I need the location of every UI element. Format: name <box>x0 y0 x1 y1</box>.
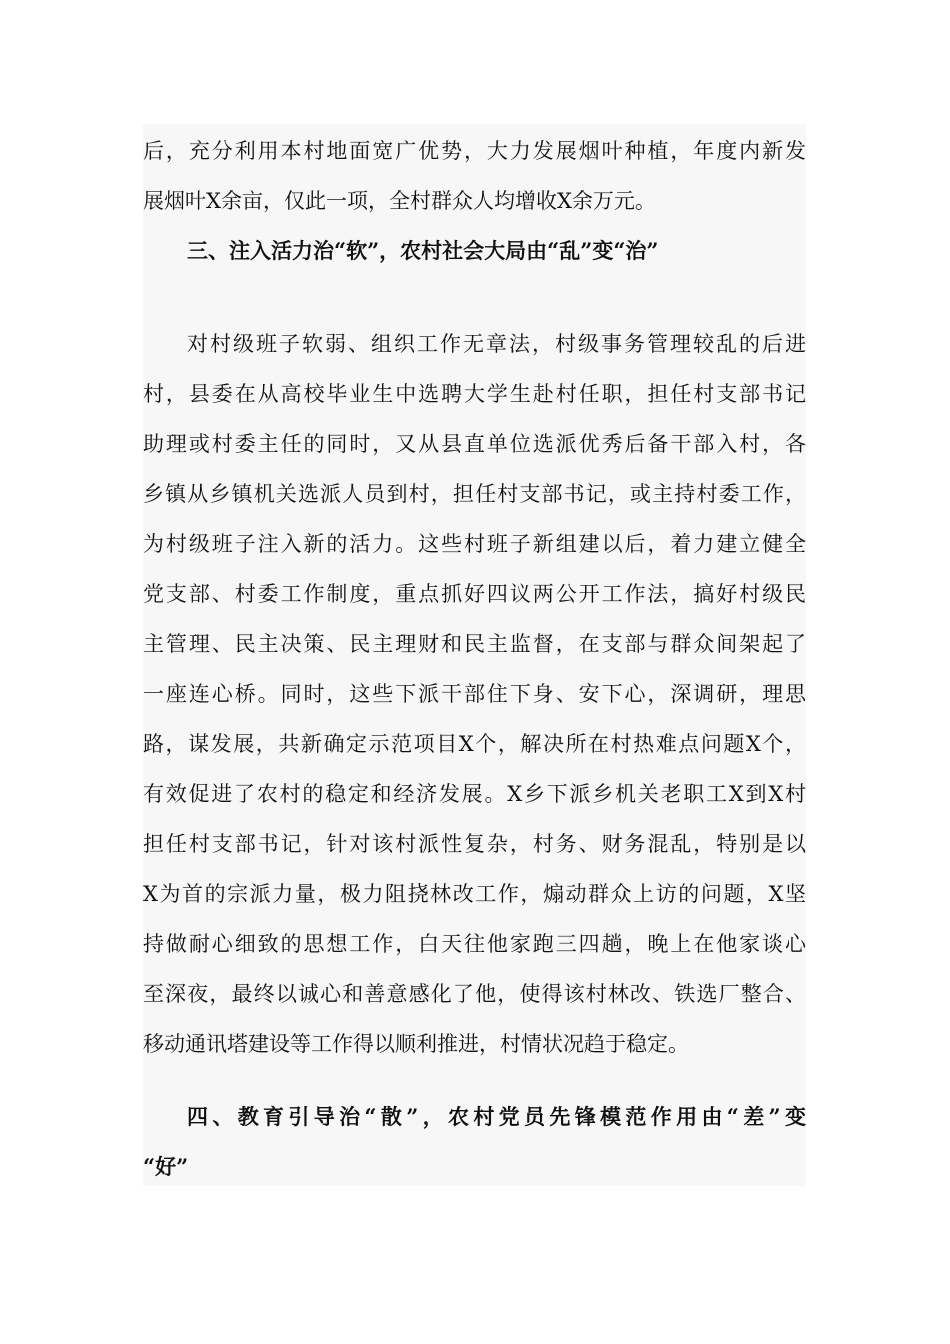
paragraph-line: 有效促进了农村的稳定和经济发展。X乡下派乡机关老职工X到X村 <box>143 782 806 806</box>
paragraph-line: 路，谋发展，共新确定示范项目X个，解决所在村热难点问题X个， <box>143 732 806 756</box>
paragraph-line: 村，县委在从高校毕业生中选聘大学生赴村任职，担任村支部书记 <box>143 382 806 406</box>
paragraph-line: 对村级班子软弱、组织工作无章法，村级事务管理较乱的后进 <box>187 332 806 356</box>
paragraph-line: 主管理、民主决策、民主理财和民主监督，在支部与群众间架起了 <box>143 632 806 656</box>
paragraph-line: 担任村支部书记，针对该村派性复杂，村务、财务混乱，特别是以 <box>143 832 806 856</box>
paragraph-line: 展烟叶X余亩，仅此一项，全村群众人均增收X余万元。 <box>143 189 656 213</box>
paragraph-line: 为村级班子注入新的活力。这些村班子新组建以后，着力建立健全 <box>143 532 806 556</box>
document-body <box>143 124 806 1186</box>
paragraph-line: 一座连心桥。同时，这些下派干部住下身、安下心，深调研，理思 <box>143 682 806 706</box>
section-heading-4-continued: “好” <box>143 1154 189 1179</box>
paragraph-line: 持做耐心细致的思想工作，白天往他家跑三四趟，晚上在他家谈心 <box>143 932 806 956</box>
paragraph-line: 后，充分利用本村地面宽广优势，大力发展烟叶种植，年度内新发 <box>143 139 806 163</box>
section-heading-4: 四、教育引导治“散”，农村党员先锋模范作用由“差”变 <box>187 1104 806 1129</box>
paragraph-line: X为首的宗派力量，极力阻挠林改工作，煽动群众上访的问题，X坚 <box>143 882 806 906</box>
paragraph-line: 至深夜，最终以诚心和善意感化了他，使得该村林改、铁选厂整合、 <box>143 982 806 1006</box>
paragraph-line: 党支部、村委工作制度，重点抓好四议两公开工作法，搞好村级民 <box>143 582 806 606</box>
section-heading-3: 三、注入活力治“软”，农村社会大局由“乱”变“治” <box>187 238 659 263</box>
paragraph-line: 助理或村委主任的同时，又从县直单位选派优秀后备干部入村，各 <box>143 432 806 456</box>
paragraph-line: 乡镇从乡镇机关选派人员到村，担任村支部书记，或主持村委工作， <box>143 482 806 506</box>
paragraph-line: 移动通讯塔建设等工作得以顺利推进，村情状况趋于稳定。 <box>143 1032 689 1056</box>
